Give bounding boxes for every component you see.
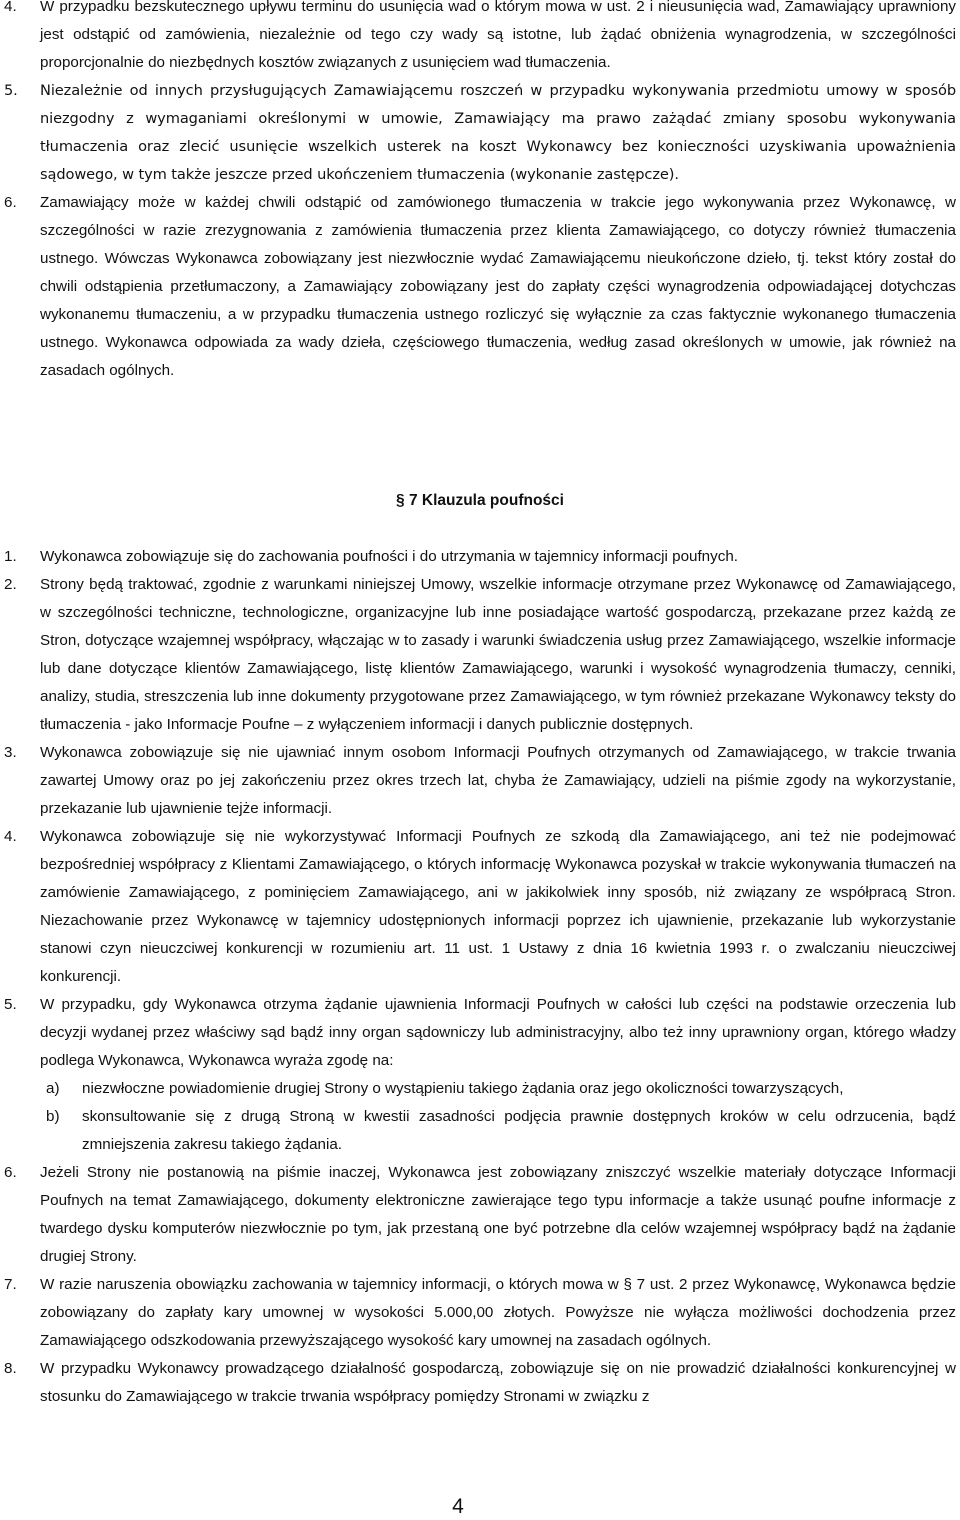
item-number: 4. (4, 828, 17, 845)
list-item (4, 0, 956, 77)
item-number: 3. (4, 744, 17, 761)
item-number: 8. (4, 1360, 17, 1377)
sub-list-item (4, 1075, 956, 1103)
section-7-list (4, 543, 956, 1411)
list-item (4, 1271, 956, 1355)
section-6-list (4, 0, 956, 385)
sub-item-text: skonsultowanie się z drugą Stroną w kwestii zasadności podjęcia prawnie dostępnych kroków w celu odrzucenia, bądź zmniejszenia zakresu takiego żądania. (82, 1108, 956, 1153)
item-text: Jeżeli Strony nie postanowią na piśmie inaczej, Wykonawca jest zobowiązany zniszczyć wszelkie materiały dotyczące Informacji Poufnych na temat Zamawiającego, dokumenty elektroniczne zawierające tego typu informacje a także usunąć poufne informacje z twardego dysku komputerów niezwłocznie po tym, jak przestaną one być potrzebne dla celów wzajemnej współpracy bądź na żądanie drugiej Strony. (40, 1164, 956, 1265)
list-item (4, 571, 956, 739)
list-item (4, 77, 956, 189)
section-heading: § 7 Klauzula poufności (396, 492, 564, 509)
list-item (4, 823, 956, 991)
list-item (4, 1159, 956, 1271)
item-text: W razie naruszenia obowiązku zachowania w tajemnicy informacji, o których mowa w § 7 ust. 2 przez Wykonawcę, Wykonawca będzie zobowiązany do zapłaty kary umownej w wysokości 5.000,00 złotych. Powyższe nie wyłącza możliwości dochodzenia przez Zamawiającego odszkodowania przewyższającego wysokość kary umownej na zasadach ogólnych. (40, 1276, 956, 1349)
item-text: Niezależnie od innych przysługujących Zamawiającemu roszczeń w przypadku wykonywania przedmiotu umowy w sposób niezgodny z wymaganiami określonymi w umowie, Zamawiający ma prawo zażądać zmiany sposobu wykonywania tłumaczenia oraz zlecić usunięcie wszelkich usterek na koszt Wykonawcy bez konieczności uzyskiwania upoważnienia sądowego, w tym także jeszcze przed ukończeniem tłumaczenia (wykonanie zastępcze). (40, 82, 956, 183)
item-number: 7. (4, 1276, 17, 1293)
item-text: Wykonawca zobowiązuje się nie ujawniać innym osobom Informacji Poufnych otrzymanych od Zamawiającego, w trakcie trwania zawartej Umowy oraz po jej zakończeniu przez okres trzech lat, chyba że Zamawiający, udzieli na piśmie zgody na wykorzystanie, przekazanie lub ujawnienie tejże informacji. (40, 744, 956, 817)
sub-list-item (4, 1103, 956, 1159)
item-text: Wykonawca zobowiązuje się nie wykorzystywać Informacji Poufnych ze szkodą dla Zamawiającego, ani też nie podejmować bezpośredniej współpracy z Klientami Zamawiającego, o których informację Wykonawca pozyskał w trakcie wykonywania tłumaczeń na zamówienie Zamawiającego, z pominięciem Zamawiającego, ani w jakikolwiek inny sposób, niż związany ze współpracą Stron. Niezachowanie przez Wykonawcę w tajemnicy udostępnionych informacji poprzez ich ujawnienie, przekazanie lub wykorzystanie stanowi czyn nieuczciwej konkurencji w rozumieniu art. 11 ust. 1 Ustawy z dnia 16 kwietnia 1993 r. o zwalczaniu nieuczciwej konkurencji. (40, 828, 956, 985)
page-number: 4 (452, 1495, 464, 1518)
sub-item-letter: a) (46, 1080, 60, 1097)
sub-item-text: niezwłoczne powiadomienie drugiej Strony o wystąpieniu takiego żądania oraz jego okoliczności towarzyszących, (82, 1080, 844, 1097)
item-number: 1. (4, 548, 17, 565)
item-number: 6. (4, 194, 17, 211)
item-text: Zamawiający może w każdej chwili odstąpić od zamówionego tłumaczenia w trakcie jego wykonywania przez Wykonawcę, w szczególności w razie zrezygnowania z zamówienia tłumaczenia przez klienta Zamawiającego, co dotyczy również tłumaczenia ustnego. Wówczas Wykonawca zobowiązany jest niezwłocznie wydać Zamawiającemu nieukończone dzieło, tj. tekst który został do chwili odstąpienia przetłumaczony, a Zamawiający zobowiązany jest do zapłaty części wynagrodzenia odpowiadającej dotychczas wykonanemu tłumaczeniu, a w przypadku tłumaczenia ustnego rozliczyć się wyłącznie za czas faktycznie wykonanego tłumaczenia ustnego. Wykonawca odpowiada za wady dzieła, częściowego tłumaczenia, według zasad określonych w umowie, jak również na zasadach ogólnych. (40, 194, 956, 379)
list-item (4, 991, 956, 1075)
item-number: 2. (4, 576, 17, 593)
item-text: W przypadku, gdy Wykonawca otrzyma żądanie ujawnienia Informacji Poufnych w całości lub części na podstawie orzeczenia lub decyzji wydanej przez właściwy sąd bądź inny organ sądowniczy lub administracyjny, albo też inny uprawniony organ, którego władzy podlega Wykonawca, Wykonawca wyraża zgodę na: (40, 996, 956, 1069)
item-text: W przypadku Wykonawcy prowadzącego działalność gospodarczą, zobowiązuje się on nie prowadzić działalności konkurencyjnej w stosunku do Zamawiającego w trakcie trwania współpracy pomiędzy Stronami w związku z (40, 1360, 956, 1405)
list-item (4, 543, 956, 571)
item-number: 5. (4, 82, 18, 99)
list-item (4, 189, 956, 385)
list-item (4, 1355, 956, 1411)
list-item (4, 739, 956, 823)
item-text: Strony będą traktować, zgodnie z warunkami niniejszej Umowy, wszelkie informacje otrzymane przez Wykonawcę od Zamawiającego, w szczególności techniczne, technologiczne, organizacyjne lub inne posiadające wartość gospodarczą, przekazane przez każdą ze Stron, dotyczące wzajemnej współpracy, włączając w to zasady i warunki świadczenia usług przez Zamawiającego, wszelkie informacje lub dane dotyczące klientów Zamawiającego, listę klientów Zamawiającego, warunki i wysokość wynagrodzenia tłumaczy, cenniki, analizy, studia, streszczenia lub inne dokumenty przygotowane przez Zamawiającego, w tym również przekazane Wykonawcy teksty do tłumaczenia - jako Informacje Poufne – z wyłączeniem informacji i danych publicznie dostępnych. (40, 576, 956, 733)
item-number: 6. (4, 1164, 17, 1181)
sub-item-letter: b) (46, 1108, 60, 1125)
item-number: 4. (4, 0, 17, 15)
item-text: W przypadku bezskutecznego upływu terminu do usunięcia wad o którym mowa w ust. 2 i nieusunięcia wad, Zamawiający uprawniony jest odstąpić od zamówienia, niezależnie od tego czy wady są istotne, lub żądać obniżenia wynagrodzenia, w szczególności proporcjonalnie do niezbędnych kosztów związanych z usunięciem wad tłumaczenia. (40, 0, 956, 71)
item-number: 5. (4, 996, 17, 1013)
item-text: Wykonawca zobowiązuje się do zachowania poufności i do utrzymania w tajemnicy informacji poufnych. (40, 548, 738, 565)
